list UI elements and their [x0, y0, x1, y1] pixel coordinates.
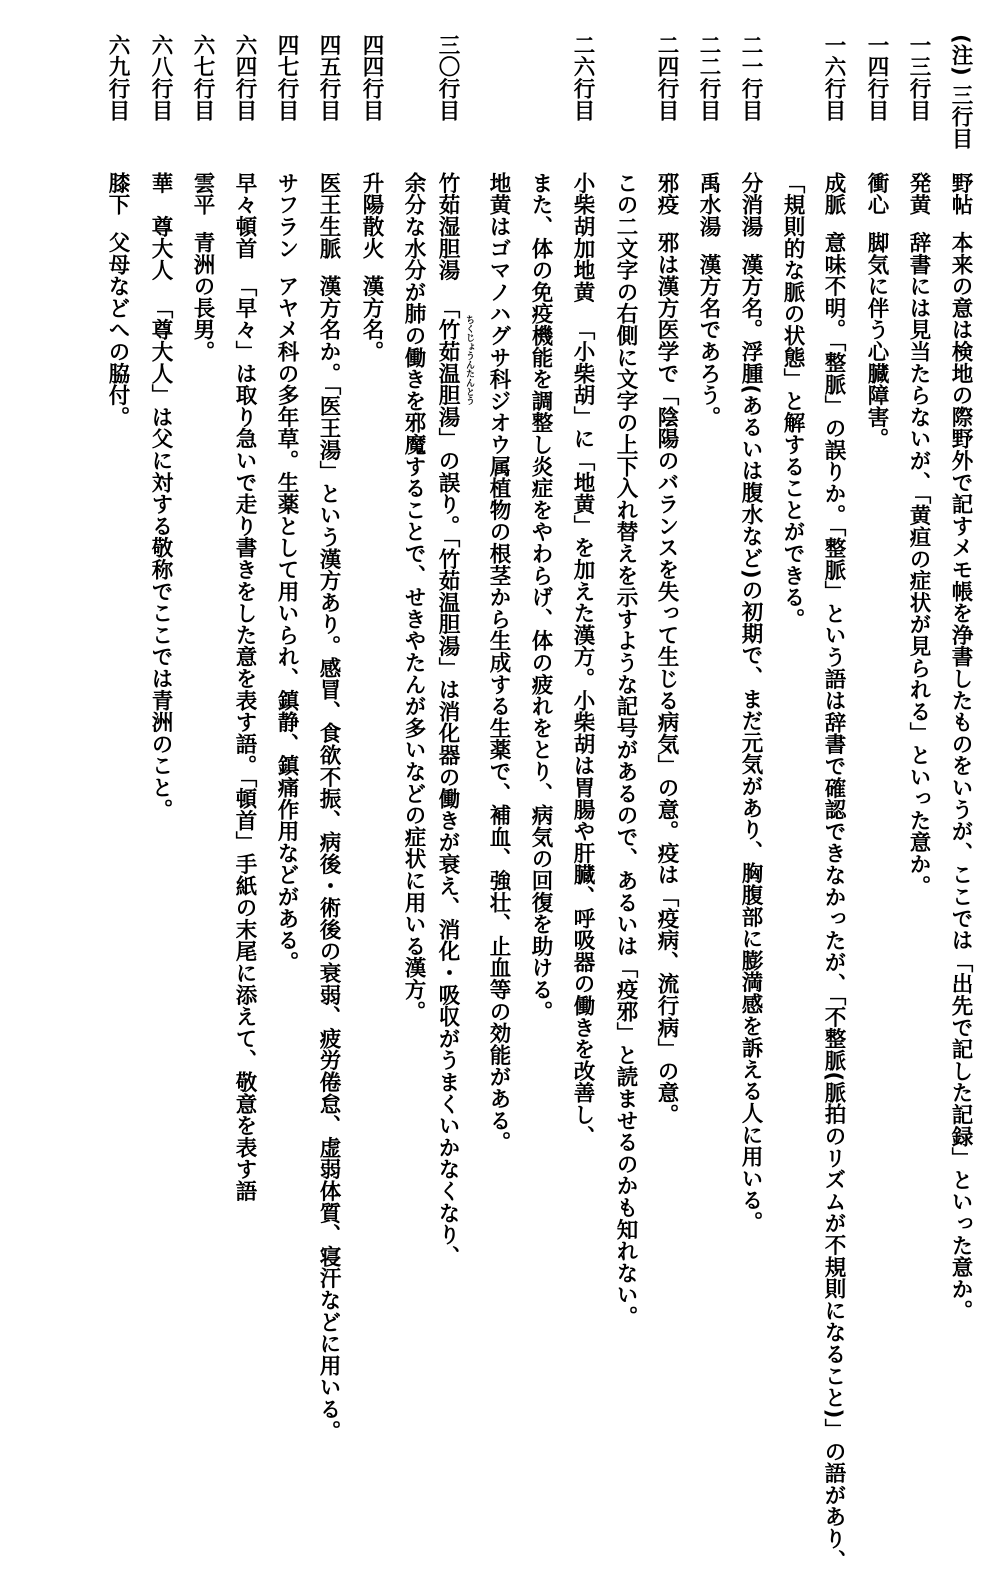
quoted-term [435, 297, 474, 450]
line-reference: 一三行目 [906, 34, 931, 122]
note-column [860, 34, 892, 1404]
note-column [566, 34, 598, 1404]
line-reference: 六七行目 [190, 34, 215, 122]
line-reference: 三行目 [948, 84, 973, 150]
note-term: 発黄 [906, 172, 931, 216]
note-term: 早々頓首 [232, 172, 257, 260]
note-term: サフラン [274, 172, 299, 260]
note-marker: (注) [948, 34, 973, 77]
note-column [186, 34, 218, 1404]
note-text: 父母などへの脇付。 [105, 231, 130, 428]
note-text: 「早々」は取り急いで走り書きをした意を表す語。「頓首」手紙の末尾に添えて、敬意を表す語 [232, 275, 257, 1202]
note-column [144, 34, 176, 1404]
note-term: 雲平 [190, 172, 215, 216]
note-text: 意味不明。「整脈」の誤りか。「整脈」という語は辞書で確認できなかったが、「不整脈(脈拍のリズムが不規則になること)」の語があり、 [821, 231, 846, 1571]
note-text: 辞書には見当たらないが、「黄疸の症状が見られる」といった意か。 [906, 231, 931, 897]
note-text: 漢方名。 [359, 275, 384, 363]
note-term: 禹水湯 [696, 172, 721, 238]
line-reference: 二一行目 [738, 34, 763, 122]
line-reference: 四五行目 [316, 34, 341, 122]
note-term: 小柴胡加地黄 [570, 172, 595, 303]
note-continuation-column [397, 34, 429, 1404]
note-column [692, 34, 724, 1404]
note-continuation-column [482, 34, 514, 1404]
note-text: 本来の意は検地の際野外で記すメモ帳を浄書したものをいうが、ここでは「出先で記した記録」といった意か。 [948, 231, 973, 1322]
note-term: 衝心 [864, 172, 889, 216]
note-term: 野帖 [948, 172, 973, 216]
line-reference: 一六行目 [821, 34, 846, 122]
note-term: 邪疫 [654, 172, 679, 216]
line-reference: 六八行目 [148, 34, 173, 122]
note-column [270, 34, 302, 1404]
note-text: 漢方名であろう。 [696, 253, 721, 428]
note-column [228, 34, 260, 1404]
note-column [312, 34, 344, 1442]
note-column [734, 34, 766, 1404]
line-reference: 六四行目 [232, 34, 257, 122]
note-term: 膝下 [105, 172, 130, 216]
note-text: 漢方名。浮腫(あるいは腹水など)の初期で、まだ元気があり、胸腹部に膨満感を訴える人に用いる。 [738, 253, 763, 1233]
note-text-continued: また、体の免疫機能を調整し炎症をやわらげ、体の疲れをとり、病気の回復を助ける。 [528, 172, 553, 1023]
note-text: 漢方名か。「医王湯」という漢方あり。感冒、食欲不振、病後・術後の衰弱、疲労倦怠、虚弱体質、寝汗などに用いる。 [316, 275, 341, 1442]
furigana: ちくじょうんたんとう [464, 315, 474, 405]
line-reference: 四四行目 [359, 34, 384, 122]
line-reference: 六九行目 [105, 34, 130, 122]
line-reference: 一四行目 [864, 34, 889, 122]
line-reference: 二六行目 [570, 34, 595, 122]
note-column [944, 34, 976, 1404]
quoted-term-text: 「竹茹温胆湯」 [435, 297, 460, 450]
note-text: 邪は漢方医学で「陰陽のバランスを失って生じる病気」の意。疫は「疫病、流行病」の意。 [654, 231, 679, 1126]
note-continuation-column [776, 34, 808, 1404]
note-text: 脚気に伴う心臓障害。 [864, 231, 889, 450]
note-continuation-column [524, 34, 556, 1404]
note-term: 分消湯 [738, 172, 763, 238]
note-term: 成脈 [821, 172, 846, 216]
line-reference: 二四行目 [654, 34, 679, 122]
note-column [902, 34, 934, 1404]
note-text-continued: この二文字の右側に文字の上下入れ替えを示すような記号があるので、あるいは「疫邪」と読ませるのかも知れない。 [613, 172, 638, 1328]
note-text: 「尊大人」は父に対する敬称でここでは青洲のこと。 [148, 297, 173, 821]
note-column [355, 34, 387, 1404]
note-term: 升陽散火 [359, 172, 384, 260]
note-text: 「小柴胡」に「地黄」を加えた漢方。小柴胡は胃腸や肝臓、呼吸器の働きを改善し、 [570, 318, 595, 1148]
note-column [650, 34, 682, 1404]
note-text: アヤメ科の多年草。生薬として用いられ、鎮静、鎮痛作用などがある。 [274, 275, 299, 973]
line-reference: 四七行目 [274, 34, 299, 122]
note-text: 青洲の長男。 [190, 231, 215, 363]
line-reference: 二二行目 [696, 34, 721, 122]
note-continuation-column [609, 34, 641, 1404]
note-column [817, 34, 849, 1571]
note-term: 竹茹湿胆湯 [435, 172, 460, 281]
note-term: 医王生脈 [316, 172, 341, 260]
note-text: の誤り。「竹茹温胆湯」は消化器の働きが衰え、消化・吸収がうまくいかなくなり、 [435, 449, 460, 1268]
note-text-continued: 地黄はゴマノハグサ科ジオウ属植物の根茎から生成する生薬で、補血、強壮、止血等の効能がある。 [486, 172, 511, 1153]
note-column [431, 34, 474, 1404]
note-text-continued: 余分な水分が肺の働きを邪魔することで、せきやたんが多いなどの症状に用いる漢方。 [401, 172, 426, 1023]
note-column [101, 34, 133, 1404]
note-text-continued: 「規則的な脈の状態」と解することができる。 [780, 172, 805, 630]
note-term: 華 尊大人 [148, 172, 173, 281]
line-reference: 三〇行目 [435, 34, 460, 122]
